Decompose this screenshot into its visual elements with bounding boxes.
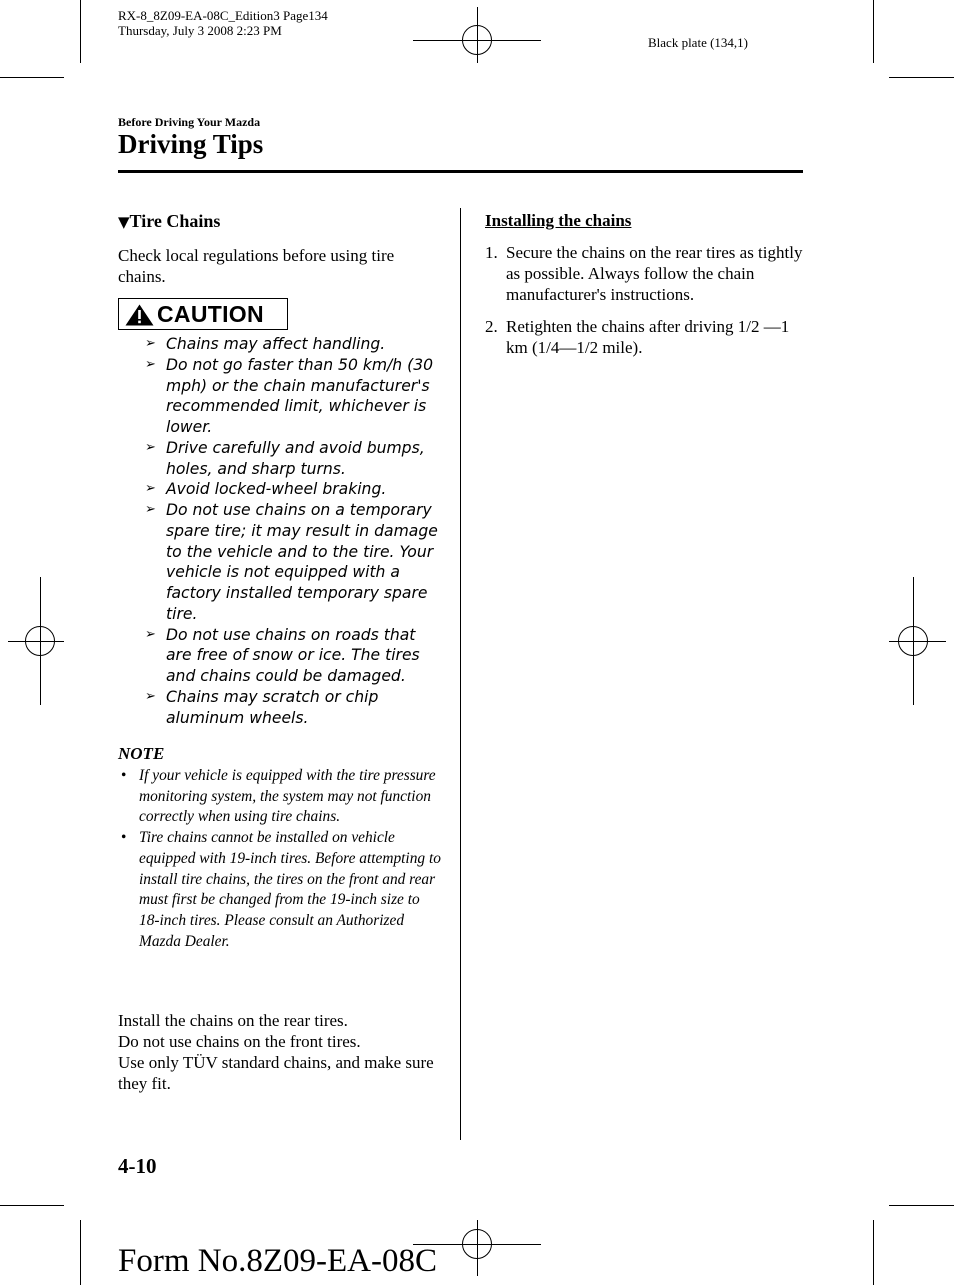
intro-paragraph: Check local regulations before using tire chains. [118,246,395,286]
closing-line: Do not use chains on the front tires. [118,1032,361,1051]
closing-line: Install the chains on the rear tires. [118,1011,348,1030]
arrowhead-icon: ➢ [145,439,156,455]
arrowhead-icon: ➢ [145,336,156,351]
caution-item: ➢ Chains may scratch or chip aluminum wheels. [145,687,379,727]
file-name-line: RX-8_8Z09-EA-08C_Edition3 Page134 [118,8,328,23]
installing-step: 2. Retighten the chains after driving 1/2 —1 km (1/4—1/2 mile). [485,317,790,357]
page-title: Driving Tips [118,129,264,159]
arrowhead-icon: ➢ [145,356,156,372]
section-label: Before Driving Your Mazda [118,115,261,129]
caution-item: ➢ Chains may affect handling. [145,335,386,353]
arrowhead-icon: ➢ [145,481,156,497]
closing-line: Use only TÜV standard chains, and make sure they fit. [118,1053,434,1093]
arrowhead-icon: ➢ [145,626,156,642]
print-date-line: Thursday, July 3 2008 2:23 PM [118,23,282,38]
note-title: NOTE [118,744,165,763]
note-item: • Tire chains cannot be installed on vehicle equipped with 19-inch tires. Before attempting to install tire chains, the tires on the front and rear must first be changed from the 19-inch size to 18-inch tires. Please consult an Authorized Mazda Dealer. [121,829,441,950]
arrowhead-icon: ➢ [145,502,156,517]
caution-item: ➢ Do not use chains on a temporary spare tire; it may result in damage to the vehicle and to the tire. Your vehicle is not equipped with a factory installed temporary spare tire. [145,501,438,623]
subheading-tire-chains [118,211,220,232]
form-number: Form No.8Z09-EA-08C [118,1243,437,1279]
triangle-down-icon: ▼ [118,213,130,231]
subheading-text: Tire Chains [129,211,221,231]
bullet-icon: • [121,829,127,847]
caution-item: ➢ Do not use chains on roads that are free of snow or ice. The tires and chains could be damaged. [145,625,420,685]
caution-label: CAUTION [157,301,264,327]
caution-list [145,334,445,728]
installing-step: 1. Secure the chains on the rear tires as tightly as possible. Always follow the chain manufacturer's instructions. [485,243,803,304]
installing-steps [485,242,805,369]
page-number: 4-10 [118,1154,157,1178]
column-divider [460,208,461,1140]
note-item: • If your vehicle is equipped with the tire pressure monitoring system, the system may not function correctly when using tire chains. [121,767,436,826]
arrowhead-icon: ➢ [145,688,156,704]
caution-box [118,298,288,330]
installing-title: Installing the chains [485,211,632,230]
caution-item: ➢ Do not go faster than 50 km/h (30 mph) or the chain manufacturer's recommended limit, whichever is lower. [145,355,434,436]
warning-triangle-icon [125,304,154,326]
title-rule [118,170,803,173]
note-list [118,766,443,952]
plate-label: Black plate (134,1) [648,35,748,50]
closing-paragraph [118,1010,448,1094]
print-header [118,8,328,38]
caution-item: ➢ Drive carefully and avoid bumps, holes, and sharp turns. [145,438,425,478]
bullet-icon: • [121,767,127,784]
caution-item: ➢ Avoid locked-wheel braking. [145,480,387,499]
